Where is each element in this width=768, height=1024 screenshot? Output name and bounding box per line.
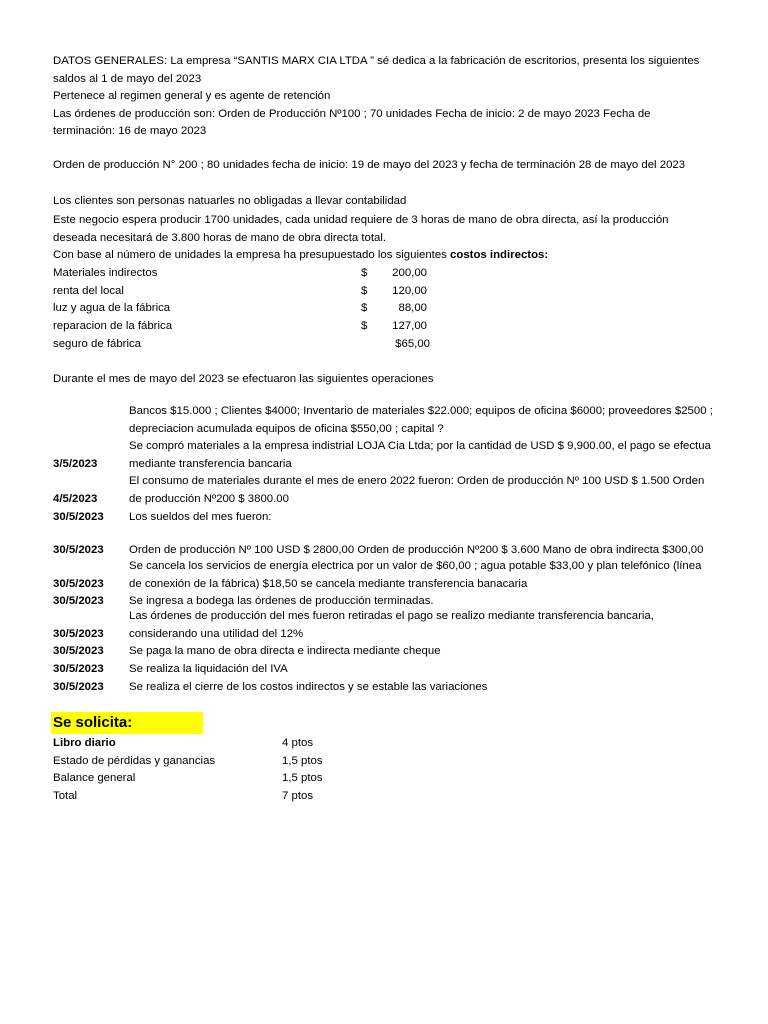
operation-date: 30/5/2023 [53,595,104,607]
operation-line: de conexión de la fábrica) $18,50 se cancela mediante transferencia banacaria [129,577,528,590]
requirement-points: 1,5 ptos [282,772,323,784]
budget-intro-bold: costos indirectos: [450,249,549,261]
operations-intro [53,371,733,389]
cost-name: renta del local [53,285,124,297]
operation-date: 4/5/2023 [53,493,98,505]
budget-intro-line [53,247,733,265]
operation-description [129,558,739,593]
operation-description [129,661,739,679]
general-line: Orden de producción N° 200 ; 80 unidades fecha de inicio: 19 de mayo del 2023 y fecha de terminación 28 de mayo del 2023 [53,159,686,171]
cost-currency: $ [361,320,368,332]
general-line: Pertenece al regimen general y es agente de retención [53,90,331,102]
general-line: saldos al 1 de mayo del 2023 [53,72,202,85]
operation-description [129,608,739,643]
cost-amount: 127,00 [392,320,427,332]
cost-currency: $ [361,267,368,279]
cost-row [53,283,453,301]
cost-name: luz y agua de la fábrica [53,302,171,314]
general-line: terminación: 16 de mayo 2023 [53,125,207,137]
cost-amount: 200,00 [392,267,427,279]
operation-date: 30/5/2023 [53,628,104,640]
budget-intro-text: Con base al número de unidades la empresa ha presupuestado los siguientes [53,249,451,261]
operation-line: El consumo de materiales durante el mes de enero 2022 fueron: Orden de producción Nº 100 USD $ 1.500 Orden [129,475,705,487]
operation-date: 30/5/2023 [53,645,104,657]
clients-paragraph [53,193,733,211]
operation-description [129,403,739,438]
operation-line: Los sueldos del mes fueron: [129,511,272,523]
cost-name: reparacion de la fábrica [53,320,173,332]
operation-date: 30/5/2023 [53,681,104,693]
operation-line: Las órdenes de producción del mes fueron retiradas el pago se realizo mediante transferencia bancaria, [129,610,654,622]
general-line: Las órdenes de producción son: Orden de Producción Nº100 ; 70 unidades Fecha de inicio: 2 de mayo 2023 Fecha de [53,107,651,120]
operation-description [129,438,739,473]
operation-line: Se compró materiales a la empresa indistrial LOJA Cia Ltda; por la cantidad de USD $ 9,900.00, el pago se efectua [129,440,711,452]
general-line: deseada necesitará de 3.800 horas de mano de obra directa total. [53,231,387,244]
requirement-name: Total [53,790,78,802]
operation-line: Se cancela los servicios de energía electrica por un valor de $60,00 ; agua potable $33,00 y plan telefónico (línea [129,560,702,572]
requirement-points: 1,5 ptos [282,755,323,767]
operation-line: considerando una utilidad del 12% [129,627,304,640]
cost-amount: $65,00 [395,338,430,350]
cost-row [53,300,453,318]
operation-line: Se paga la mano de obra directa e indirecta mediante cheque [129,645,441,657]
operation-description [129,643,739,661]
operation-date: 30/5/2023 [53,578,104,590]
general-line: DATOS GENERALES: La empresa “SANTIS MARX CIA LTDA ” sé dedica a la fabricación de escritorios, presenta los siguientes [53,55,700,67]
requirement-row [53,735,373,753]
requirement-row [53,753,373,771]
requirement-name: Estado de pérdidas y ganancias [53,755,216,767]
operation-description [129,679,739,697]
requirement-name: Libro diario [53,737,116,749]
operation-description [129,542,739,560]
operations-intro-text: Durante el mes de mayo del 2023 se efectuaron las siguientes operaciones [53,373,434,385]
solicita-title: Se solicita: [53,714,133,731]
operation-line: Se ingresa a bodega las órdenes de producción terminadas. [129,595,434,607]
operation-description [129,473,739,508]
requirement-points: 4 ptos [282,737,314,749]
operation-date: 30/5/2023 [53,544,104,556]
operation-line: Se realiza la liquidación del IVA [129,663,288,675]
cost-amount: 120,00 [392,285,427,297]
operation-line: mediante transferencia bancaria [129,457,292,470]
cost-row [53,318,453,336]
general-line: Los clientes son personas natuarles no obligadas a llevar contabilidad [53,195,407,207]
requirement-row [53,788,373,806]
operation-line: Se realiza el cierre de los costos indirectos y se estable las variaciones [129,681,488,693]
requirement-row [53,770,373,788]
requirement-name: Balance general [53,772,136,784]
operation-date: 30/5/2023 [53,511,104,523]
operation-line: Orden de producción Nº 100 USD $ 2800,00 Orden de producción Nº200 $ 3.600 Mano de obra indirecta $300,00 [129,544,704,556]
cost-currency: $ [361,285,368,297]
operation-line: Bancos $15.000 ; Clientes $4000; Inventario de materiales $22.000; equipos de oficina $6000; proveedores $2500 ; [129,405,713,417]
cost-row [53,336,453,354]
production-paragraph [53,212,733,265]
requirement-points: 7 ptos [282,790,314,802]
operation-line: depreciacion acumulada equipos de oficina $550,00 ; capital ? [129,422,444,435]
cost-row [53,265,453,283]
operation-date: 3/5/2023 [53,458,98,470]
cost-amount: 88,00 [398,302,427,314]
general-line: Este negocio espera producir 1700 unidades, cada unidad requiere de 3 horas de mano de obra directa, así la producción [53,214,669,226]
cost-name: seguro de fábrica [53,338,142,350]
operation-date: 30/5/2023 [53,663,104,675]
operation-description [129,509,739,527]
general-data-section [53,53,733,141]
cost-name: Materiales indirectos [53,267,158,279]
order-200-paragraph [53,157,733,175]
operation-line: de producción Nº200 $ 3800.00 [129,492,289,505]
cost-currency: $ [361,302,368,314]
